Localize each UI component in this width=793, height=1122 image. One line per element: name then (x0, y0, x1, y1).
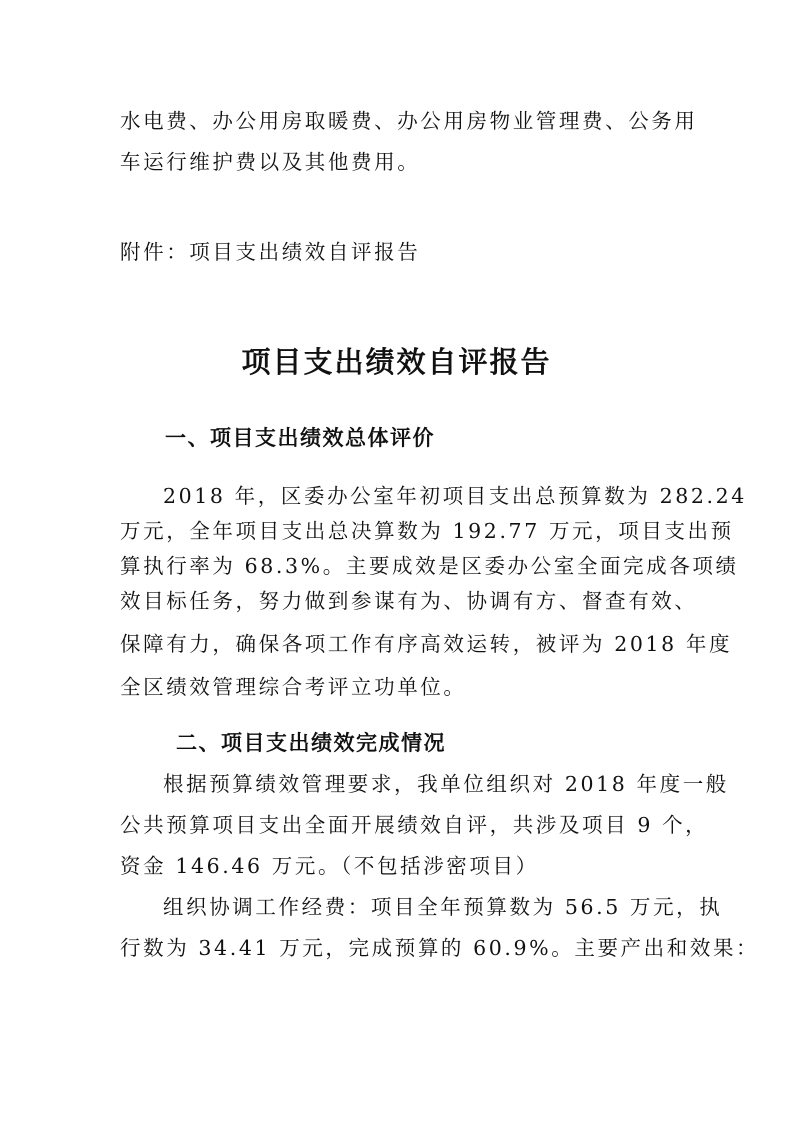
attachment-line: 附件：项目支出绩效自评报告 (120, 240, 421, 264)
intro-line-2: 车运行维护费以及其他费用。 (120, 150, 421, 174)
section2-para1-line-3: 资金 146.46 万元。（不包括涉密项目） (120, 854, 539, 878)
section2-para2-line-2: 行数为 34.41 万元，完成预算的 60.9%。主要产出和效果： (120, 936, 760, 960)
section1-line-6: 全区绩效管理综合考评立功单位。 (120, 675, 467, 699)
section1-line-1: 2018 年，区委办公室年初项目支出总预算数为 282.24 (163, 484, 747, 508)
section2-para1-line-2: 公共预算项目支出全面开展绩效自评，共涉及项目 9 个， (120, 813, 709, 837)
report-title: 项目支出绩效自评报告 (241, 345, 552, 379)
section1-line-2: 万元，全年项目支出总决算数为 192.77 万元，项目支出预 (120, 519, 734, 543)
section2-para1-line-1: 根据预算绩效管理要求，我单位组织对 2018 年度一般 (163, 772, 729, 796)
section1-line-5: 保障有力，确保各项工作有序高效运转，被评为 2018 年度 (120, 632, 733, 656)
section2-para2-line-1: 组织协调工作经费：项目全年预算数为 56.5 万元，执 (163, 895, 723, 919)
section1-heading: 一、项目支出绩效总体评价 (165, 426, 435, 450)
intro-line-1: 水电费、办公用房取暖费、办公用房物业管理费、公务用 (120, 109, 698, 133)
section1-line-3: 算执行率为 68.3%。主要成效是区委办公室全面完成各项绩 (120, 554, 739, 578)
section2-heading: 二、项目支出绩效完成情况 (176, 731, 446, 755)
section1-line-4: 效目标任务，努力做到参谋有为、协调有方、督查有效、 (120, 589, 698, 613)
